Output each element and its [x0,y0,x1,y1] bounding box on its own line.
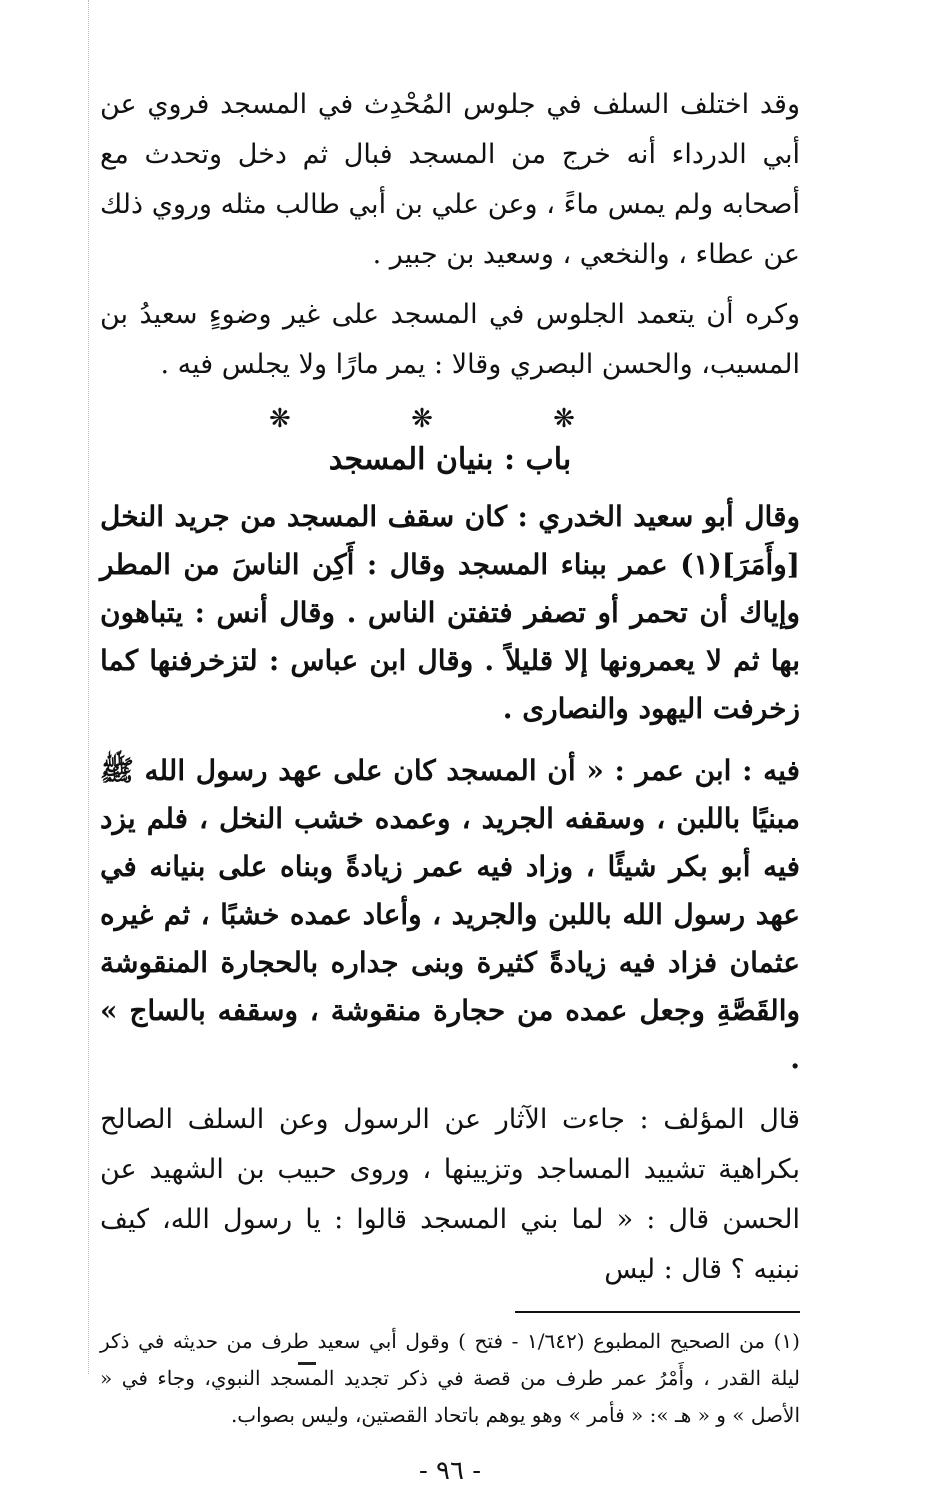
footnote-divider [515,1311,800,1313]
paragraph-wudu: وكره أن يتعمد الجلوس في المسجد على غير وضوءٍ سعيدُ بن المسيب، والحسن البصري وقالا : يمر مارًا ولا يجلس فيه . [100,299,800,380]
page-number: - ٩٦ - [418,1456,482,1486]
paragraph-ibn-umar-hadith: فيه : ابن عمر : « أن المسجد كان على عهد رسول الله ﷺ مبنيًا باللبن ، وسقفه الجريد ، وعمده خشب النخل ، فلم يزد فيه أبو بكر شيئًا ، وزاد فيه عمر زيادةً وبناه على بنيانه في عهد رسول الله باللبن والجريد ، وأعاد عمده خشبًا ، ثم غيره عثمان فزاد فيه زيادةً كثيرة وبنى جداره بالحجارة المنقوشة والقَصَّةِ وجعل عمده من حجارة منقوشة ، وسقفه بالساج » . [100,754,800,1075]
footnote-divider-area [100,1301,800,1323]
paragraph-hadath: وقد اختلف السلف في جلوس المُحْدِث في المسجد فروي عن أبي الدرداء أنه خرج من المسجد فبال ثم دخل وتحدث مع أصحابه ولم يمس ماءً ، وعن علي بن أبي طالب مثله وروي ذلك عن عطاء ، والنخعي ، وسعيد بن جبير . [100,89,800,270]
bottom-edge-mark [298,1362,316,1365]
chapter-heading: باب : بنيان المسجد [328,442,572,477]
section-separator: ❋ ❋ ❋ [269,404,631,434]
paragraph-author-comment: قال المؤلف : جاءت الآثار عن الرسول وعن السلف الصالح بكراهية تشييد المساجد وتزيينها ، وروى حبيب بن الشهيد عن الحسن قال : « لما بني المسجد قالوا : يا رسول الله، كيف نبنيه ؟ قال : ليس [100,1104,800,1285]
footnote: (١) من الصحيح المطبوع (١/٦٤٢ - فتح ) وقول أبي سعيد طرف من حديثه في ذكر ليلة القدر ، وأَمْرُ عمر طرف من قصة في ذكر تجديد المسجد النبوي، وجاء في « الأصل » و « هـ »: « فأمر » وهو يوهم باتحاد القصتين، وليس بصواب. [100,1329,800,1427]
paragraph-abu-said: وقال أبو سعيد الخدري : كان سقف المسجد من جريد النخل [وأَمَرَ](١) عمر ببناء المسجد وقال : أَكِن الناسَ من المطر وإياك أن تحمر أو تصفر فتفتن الناس . وقال أنس : يتباهون بها ثم لا يعمرونها إلا قليلاً . وقال ابن عباس : لتزخرفنها كما زخرفت اليهود والنصارى . [100,500,800,725]
page-content [100,80,800,1486]
page-edge-line [88,0,89,1374]
